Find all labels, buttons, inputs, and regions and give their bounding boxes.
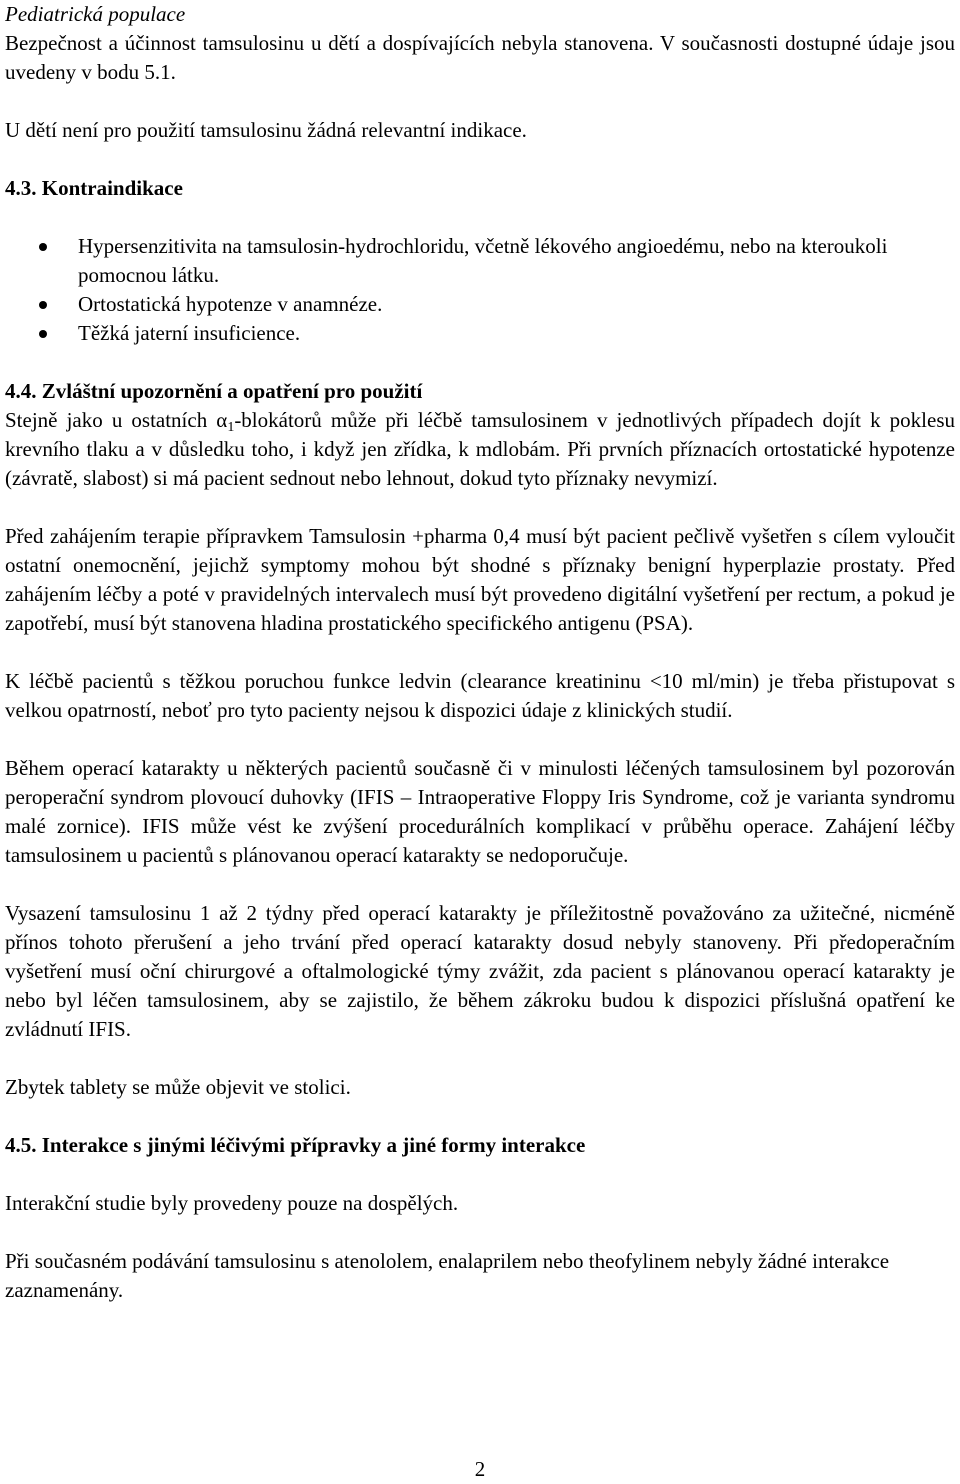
bullet-icon: [39, 301, 47, 309]
pediatric-section: [5, 0, 955, 145]
list-item: [5, 319, 955, 348]
contraindications-list: [5, 232, 955, 348]
interactions-section: [5, 1131, 955, 1305]
warnings-paragraph-1-start: Stejně jako u ostatních α: [5, 408, 228, 432]
pediatric-paragraph-1: Bezpečnost a účinnost tamsulosinu u dětí a dospívajících nebyla stanovena. V současnosti dostupné údaje jsou uvedeny v bodu 5.1.: [5, 31, 955, 84]
list-item-text: Těžká jaterní insuficience.: [78, 321, 301, 345]
list-item-text: Hypersenzitivita na tamsulosin-hydrochloridu, včetně lékového angioedému, nebo na kteroukoli pomocnou látku.: [78, 234, 888, 287]
page-number: 2: [474, 1457, 486, 1481]
pediatric-paragraph-2: U dětí není pro použití tamsulosinu žádná relevantní indikace.: [5, 118, 527, 142]
warnings-section: [5, 377, 955, 1102]
interactions-paragraph-1: Interakční studie byly provedeny pouze na dospělých.: [5, 1191, 459, 1215]
warnings-heading: 4.4. Zvláštní upozornění a opatření pro použití: [5, 379, 423, 403]
list-item-text: Ortostatická hypotenze v anamnéze.: [78, 292, 383, 316]
warnings-paragraph-4: Během operací katarakty u některých pacientů současně či v minulosti léčených tamsulosinem byl pozorován peroperační syndrom plovoucí duhovky (IFIS – Intraoperative Floppy Iris Syndrome, což je varianta syndromu malé zornice). IFIS může vést ke zvýšení procedurálních komplikací v průběhu operace. Zahájení léčby tamsulosinem u pacientů s plánovanou operací katarakty se nedoporučuje.: [5, 756, 955, 867]
interactions-paragraph-2: Při současném podávání tamsulosinu s atenololem, enalaprilem nebo theofylinem nebyly žádné interakce zaznamenány.: [5, 1249, 890, 1302]
warnings-paragraph-6: Zbytek tablety se může objevit ve stolici.: [5, 1075, 351, 1099]
interactions-heading: 4.5. Interakce s jinými léčivými přípravky a jiné formy interakce: [5, 1133, 586, 1157]
list-item: [5, 290, 955, 319]
list-item: [5, 232, 955, 290]
contraindications-heading: 4.3. Kontraindikace: [5, 176, 183, 200]
warnings-paragraph-1: [5, 406, 955, 493]
warnings-paragraph-2: Před zahájením terapie přípravkem Tamsulosin +pharma 0,4 musí být pacient pečlivě vyšetřen s cílem vyloučit ostatní onemocnění, jejichž symptomy mohou být shodné s příznaky benigní hyperplazie prostaty. Před zahájením léčby a poté v pravidelných intervalech musí být provedeno digitální vyšetření per rectum, a pokud je zapotřebí, musí být stanovena hladina prostatického specifického antigenu (PSA).: [5, 524, 955, 635]
warnings-paragraph-1-rest: -blokátorů může při léčbě tamsulosinem v jednotlivých případech dojít k poklesu krevního tlaku a v důsledku toho, i když jen zřídka, k mdlobám. Při prvních příznacích ortostatické hypotenze (závratě, slabost) si má pacient sednout nebo lehnout, dokud tyto příznaky nevymizí.: [5, 408, 955, 490]
pediatric-heading: Pediatrická populace: [5, 2, 186, 26]
bullet-icon: [39, 243, 47, 251]
document-page: [5, 0, 955, 1305]
alpha-subscript: 1: [227, 420, 235, 435]
warnings-paragraph-3: K léčbě pacientů s těžkou poruchou funkce ledvin (clearance kreatininu <10 ml/min) je třeba přistupovat s velkou opatrností, neboť pro tyto pacienty nejsou k dispozici údaje z klinických studií.: [5, 669, 955, 722]
contraindications-section: [5, 174, 955, 348]
bullet-icon: [39, 330, 47, 338]
warnings-paragraph-5: Vysazení tamsulosinu 1 až 2 týdny před operací katarakty je příležitostně považováno za užitečné, nicméně přínos tohoto přerušení a jeho trvání před operací katarakty dosud nebyly stanoveny. Při předoperačním vyšetření musí oční chirurgové a oftalmologické týmy zvážit, zda pacient s plánovanou operací katarakty je nebo byl léčen tamsulosinem, aby se zajistilo, že během zákroku budou k dispozici příslušná opatření ke zvládnutí IFIS.: [5, 901, 955, 1041]
